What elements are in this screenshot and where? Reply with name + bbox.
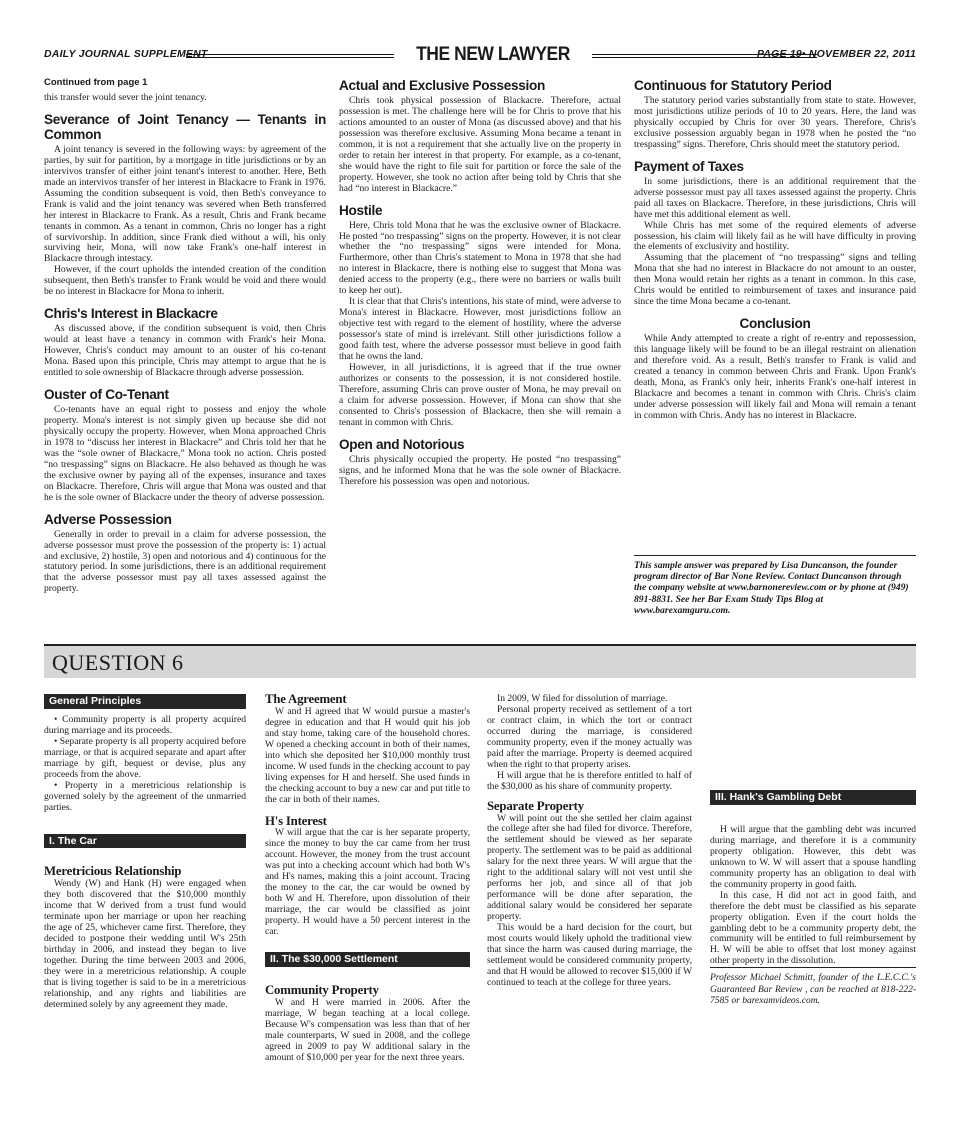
bullet-item: • Property in a meretricious relationship is governed solely by the agreement of the unmarried parties. bbox=[44, 779, 246, 813]
section-bar-car: I. The Car bbox=[44, 834, 246, 849]
heading-separate-property: Separate Property bbox=[487, 798, 584, 813]
paragraph: In this case, H did not act in good faith, and therefore the debt must be classified as his separate property obligation. Even if the court holds the gambling debt to be a community property debt, the community will be entitled to full reimbursement by H. W will be able to offset that lost money against other property in the dissolution. bbox=[710, 889, 916, 967]
heading-open-notorious: Open and Notorious bbox=[339, 436, 465, 452]
paragraph: It is clear that that Chris's intentions, his state of mind, were adverse to Mona's interest in Blackacre. However, most jurisdictions follow an objective test with regard to the element of hostility, where the adverse possessor's state of mind is irrelevant. Still other jurisdictions follow a good faith test, where the adverse possessor must believe in good faith that he owns the land. bbox=[339, 296, 621, 363]
paragraph: In 2009, W filed for dissolution of marriage. bbox=[497, 694, 668, 704]
page-date: PAGE 19• NOVEMBER 22, 2011 bbox=[756, 48, 916, 60]
paragraph: However, if the court upholds the intended creation of the condition subsequent, then Beth's transfer to Frank would be void and there would be no interest in Blackacre for Mona to inherit. bbox=[44, 264, 326, 298]
question-title: QUESTION 6 bbox=[52, 650, 184, 675]
paragraph: H will argue that he is therefore entitled to half of the $30,000 as his share of community property. bbox=[487, 769, 692, 792]
heading-community-property: Community Property bbox=[265, 982, 379, 997]
question-author-credit: Professor Michael Schmitt, founder of the L.E.C.C.'s Guaranteed Bar Review , can be reached at 818-222-7585 or barexamvideos.com. bbox=[710, 967, 916, 1007]
paragraph: While Chris has met some of the required elements of adverse possession, his claim will likely fail as he will have difficulty in proving the elements of exclusivity and hostility. bbox=[634, 219, 916, 253]
intro-text: this transfer would sever the joint tenancy. bbox=[44, 91, 207, 103]
question-column-2 bbox=[265, 694, 470, 1124]
section-bar-gambling: III. Hank's Gambling Debt bbox=[710, 790, 916, 805]
heading-ouster: Ouster of Co-Tenant bbox=[44, 387, 169, 403]
section-bar-settlement: II. The $30,000 Settlement bbox=[265, 952, 470, 967]
essay-column-1 bbox=[44, 78, 326, 623]
bullet-item: • Community property is all property acquired during marriage and its proceeds. bbox=[44, 713, 246, 736]
section-title: THE NEW LAWYER bbox=[416, 44, 570, 65]
question-column-1 bbox=[44, 694, 246, 1124]
continued-label: Continued from page 1 bbox=[44, 78, 148, 88]
question-band bbox=[44, 644, 916, 678]
paragraph: W and H agreed that W would pursue a master's degree in education and that H would quit his job and stay home, taking care of the household chores. W opened a checking account in both of their names, into which she deposited her $10,000 monthly trust income. W used funds in the checking account to pay living expenses for H and herself. She used funds in the checking account to buy a new car and put title to the car in both of their names. bbox=[265, 705, 470, 805]
author-credit: This sample answer was prepared by Lisa Duncanson, the founder program director of Bar None Review. Contact Duncanson through the company website at www.barnonereview.com or by phone at (949) 891-8831. See her Bar Exam Study Tips Blog at www.barexamguru.com. bbox=[634, 555, 916, 616]
heading-hostile: Hostile bbox=[339, 202, 383, 218]
paragraph: In some jurisdictions, there is an additional requirement that the adverse possessor must pay all taxes assessed against the property. Chris paid all taxes on Blackacre. Therefore, in these jurisdictions, Chris will have met this additional element as well. bbox=[634, 175, 916, 220]
paragraph: H will argue that the gambling debt was incurred during marriage, and therefore it is a community property obligation. However, this debt was unknown to W. W will assert that a spouse handling community property has an obligation to deal with the community property in good faith. bbox=[710, 823, 916, 890]
essay-column-2 bbox=[339, 78, 621, 623]
paragraph: Here, Chris told Mona that he was the exclusive owner of Blackacre. He posted “no trespassing” signs on the property. However, it is not clear whether the “no trespassing” signs were intended for Mona. Furthermore, other than Chris's statement to Mona in 1978 that she had no interest in Blackacre, there is nothing else to suggest that Mona was denied access to the property (e.g., there were no barriers or walls built to keep her out). bbox=[339, 219, 621, 297]
heading-chris-interest: Chris's Interest in Blackacre bbox=[44, 306, 218, 322]
publication-name: DAILY JOURNAL SUPPLEMENT bbox=[44, 48, 208, 60]
masthead-rule-left bbox=[186, 54, 394, 58]
essay-column-3 bbox=[634, 78, 916, 552]
bullet-item: • Separate property is all property acquired before marriage, or that is acquired separate and apart after marriage by gift, bequest or devise, plus any proceeds from the above. bbox=[44, 735, 246, 780]
question-column-4 bbox=[710, 694, 916, 1124]
paragraph: Personal property received as settlement of a tort or contract claim, in which the tort or contract occurred during the marriage, is considered community property, even if the money actually was paid after the marriage. Property is deemed acquired when the right to that property arises. bbox=[487, 703, 692, 770]
heading-h-interest: H's Interest bbox=[265, 813, 327, 828]
heading-severance: Severance of Joint Tenancy — Tenants in Common bbox=[44, 111, 326, 142]
heading-agreement: The Agreement bbox=[265, 694, 347, 706]
paragraph: However, in all jurisdictions, it is agreed that if the true owner authorizes or consents to the possession, it is not considered hostile. Therefore, assuming Chris can prove ouster of Mona, he may prevail on a claim for adverse possession. However, if Mona can show that she consented to Chris's possession of Blackacre, then she will remain a tenant in common with Chris. bbox=[339, 361, 621, 428]
paragraph: W and H were married in 2006. After the marriage, W began teaching at a local college. Because W's compensation was less than that of her male counterparts, W sued in 2008, and the college agreed in 2009 to pay W additional salary in the amount of $10,000 per year for the next three years. bbox=[265, 996, 470, 1063]
paragraph: Wendy (W) and Hank (H) were engaged when they both discovered that the $10,000 monthly income that W derived from a trust fund would terminate upon her marriage or upon her reaching the age of 25, whichever came first. Therefore, they decided to postpone their wedding until W's 25th birthday in 2006, and instead they began to live together. During the time between 2003 and 2006, they were in a meretricious relationship. A couple that is living together is said to be in a meretricious relationship, and any rights and liabilities are determined solely by any agreement they made. bbox=[44, 878, 246, 1010]
heading-actual-exclusive: Actual and Exclusive Possession bbox=[339, 78, 546, 93]
masthead bbox=[44, 44, 916, 68]
paragraph: Chris took physical possession of Blackacre. Therefore, actual possession is met. The challenge here will be for Chris to prove that his actions amounted to an ouster of Mona (as discussed above) and that his possession was therefore exclusive. Assuming Mona became a tenant in common, it is not a requirement that she actually live on the property in order to retain her interest in that property. For example, as a co-tenant, she would have the right to file suit for partition or force the sale of the property. However, she took no action after being told by Chris that she had “no interest in Blackacre.” bbox=[339, 95, 621, 194]
heading-adverse-possession: Adverse Possession bbox=[44, 511, 172, 527]
heading-meretricious: Meretricious Relationship bbox=[44, 864, 182, 879]
paragraph: While Andy attempted to create a right of re-entry and repossession, this language likely will be found to be an illegal restraint on alienation and therefore void. As a result, Beth's transfer to Frank is valid and created a tenancy in common between Chris and Frank. Upon Frank's death, Mona, as Frank's only heir, inherits Frank's one-half interest in Blackacre and becomes a tenant in common with Chris. Chris's claim under adverse possession will likely fail and Mona will remain a tenant in common with Chris. Andy has no interest in Blackacre. bbox=[634, 333, 916, 421]
paragraph: A joint tenancy is severed in the following ways: by agreement of the parties, by suit for partition, by a mortgage in title jurisdictions or by an intervivos transfer of either joint tenant's interest to another. Here, Beth made an intervivos transfer of her interest in Blackacre to Frank in 1976. Assuming the condition subsequent is void, then Beth's conveyance to Frank is valid and the joint tenancy was severed when Beth transferred her interest in Blackacre to Frank. As a result, Chris and Frank became tenants in common. As a tenant in common, Chris no longer has a right of survivorship. In addition, since Frank died without a will, his only surviving heir, Mona, will now take Frank's one-half interest in Blackacre through intestacy. bbox=[44, 143, 326, 265]
paragraph: Chris physically occupied the property. He posted “no trespassing” signs, and he informed Mona that he was the sole owner of Blackacre. Therefore his possession was open and notorious. bbox=[339, 453, 621, 487]
paragraph: W will point out the she settled her claim against the college after she had filed for divorce. Therefore, the settlement should be viewed as her separate property. The settlement was to be paid as additional salary for the next three years. W will argue that the right to the additional salary will not vest until she performs her job, and since all of that job performance will be done after separation, the additional salary would be considered her separate property. bbox=[487, 812, 692, 923]
paragraph: Assuming that the placement of “no trespassing” signs and telling Mona that she had no interest in Blackacre do not amount to an ouster, then Mona would retain her rights as a tenant in common. In this case, Chris would be entitled to reimbursement of taxes and insurance paid since the time Mona became a co-tenant. bbox=[634, 252, 916, 308]
paragraph: As discussed above, if the condition subsequent is void, then Chris would at least have a tenancy in common with Frank's heir Mona. However, Chris's conduct may amount to an ouster of his co-tenant Mona. Based upon this principle, Chris may attempt to argue that he is entitled to sole ownership of Blackacre through adverse possession. bbox=[44, 323, 326, 379]
paragraph: Co-tenants have an equal right to possess and enjoy the whole property. Mona's interest is not simply given up because she did not physically occupy the property. However, when Mona approached Chris in 1978 to “discuss her interest in Blackacre” and Chris told her that he was the “sole owner of Blackacre,” Mona took no action. Chris posted “no trespassing” signs on Blackacre. He also behaved as though he was the exclusive owner by paying all of the expenses, insurance and taxes on Blackacre. Therefore, Chris will argue that Mona was ousted and that he is the sole owner of Blackacre under the theory of adverse possession. bbox=[44, 404, 326, 503]
heading-taxes: Payment of Taxes bbox=[634, 158, 744, 174]
heading-continuous: Continuous for Statutory Period bbox=[634, 78, 832, 93]
question-column-3 bbox=[487, 694, 692, 1124]
section-bar-general: General Principles bbox=[44, 694, 246, 709]
paragraph: This would be a hard decision for the court, but most courts would likely uphold the traditional view that since the harm was caused during marriage, the settlement would be considered community property, and that H would be allowed to recover $15,000 if W continued to teach at the college for three years. bbox=[487, 922, 692, 988]
paragraph: W will argue that the car is her separate property, since the money to buy the car came from her trust account. However, the money from the trust account was put into a checking account which had both W's and H's names, making this a joint account. Tracing the money to the car, the car would be owned by both W and H. Therefore, upon dissolution of their marriage, the car would be classified as joint property. H would have a 50 percent interest in the car. bbox=[265, 827, 470, 938]
paragraph: Generally in order to prevail in a claim for adverse possession, the adverse possessor must prove the possession of the property is: 1) actual and exclusive, 2) hostile, 3) open and notorious and 4) continuous for the statutory period. In some jurisdictions, there is an additional requirement that the adverse possessor must pay all taxes assessed against the property. bbox=[44, 528, 326, 595]
heading-conclusion: Conclusion bbox=[739, 316, 811, 332]
paragraph: The statutory period varies substantially from state to state. However, most jurisdictions utilize periods of 10 to 20 years. Here, the land was physically occupied by Chris for over 30 years. Therefore, Chris's exclusive possession arguably began in 1978 when he posted the “no trespassing” signs. Therefore, Chris should meet the statutory period. bbox=[634, 95, 916, 150]
